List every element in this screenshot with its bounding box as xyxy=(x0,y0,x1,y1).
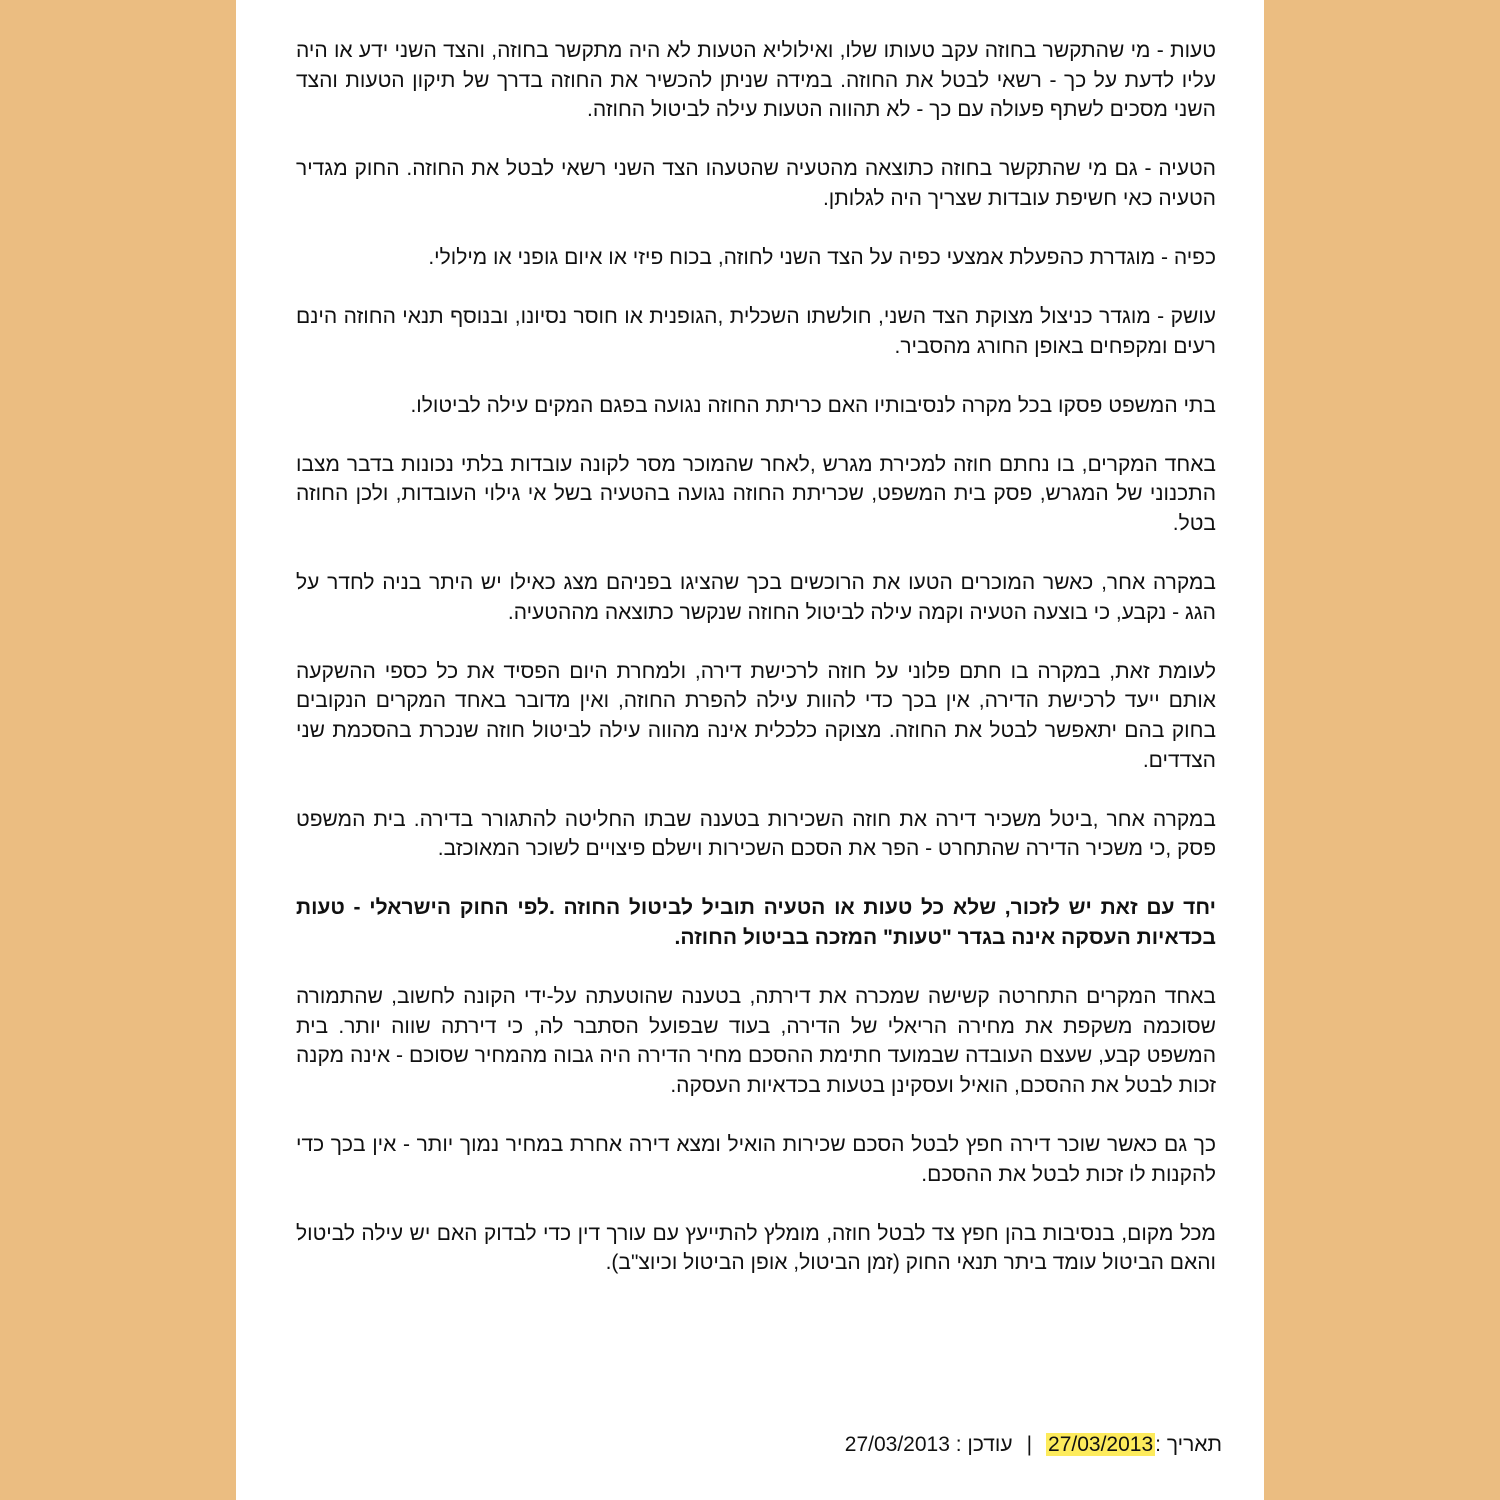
updated-label: עודכן : xyxy=(955,1433,1013,1456)
paragraph-case-investment: לעומת זאת, במקרה בו חתם פלוני על חוזה לרכישת דירה, ולמחרת היום הפסיד את כל כספי ההשקעה אותם ייעד לרכישת הדירה, אין בכך כדי להוות עילה להפרת החוזה, ואין מדובר באחד המקרים הנקובים בחוק בהם יתאפשר לבטל את החוזה. מצוקה כלכלית אינה מהווה עילה לביטול חוזה שנכרת בהסכמת שני הצדדים. xyxy=(296,659,1216,772)
paragraph-important-note: יחד עם זאת יש לזכור, שלא כל טעות או הטעיה תוביל לביטול החוזה .לפי החוק הישראלי - טעות בכדאיות העסקה אינה בגדר "טעות" המזכה בביטול החוזה. xyxy=(296,896,1216,949)
date-value: 27/03/2013 xyxy=(1048,1433,1154,1456)
paragraph-case-landlord: במקרה אחר ,ביטל משכיר דירה את חוזה השכירות בטענה שבתו החליטה להתגורר בדירה. בית המשפט פסק ,כי משכיר הדירה שהתחרט - הפר את הסכם השכירות וישלם פיצויים לשוכר המאוכזב. xyxy=(296,807,1216,861)
paragraph-recommendation: מכל מקום, בנסיבות בהן חפץ צד לבטל חוזה, מומלץ להתייעץ עם עורך דין כדי לבדוק האם יש עילה לביטול והאם הביטול עומד ביתר תנאי החוק (זמן הביטול, אופן הביטול וכיוצ"ב). xyxy=(296,1221,1216,1275)
document-footer xyxy=(282,1430,1222,1460)
paragraph-misrepresentation: הטעיה - גם מי שהתקשר בחוזה כתוצאה מהטעיה שהטעהו הצד השני רשאי לבטל את החוזה. החוק מגדיר הטעיה כאי חשיפת עובדות שצריך היה לגלותן. xyxy=(296,157,1216,210)
paragraph-case-roof: במקרה אחר, כאשר המוכרים הטעו את הרוכשים בכך שהציגו בפניהם מצג כאילו יש היתר בניה לחדר על הגג - נקבע, כי בוצעה הטעיה וקמה עילה לביטול החוזה שנקשר כתוצאה מההטעיה. xyxy=(296,571,1216,624)
paragraph-coercion: כפיה - מוגדרת כהפעלת אמצעי כפיה על הצד השני לחוזה, בכוח פיזי או איום גופני או מילולי. xyxy=(428,245,1216,269)
paragraph-case-tenant: כך גם כאשר שוכר דירה חפץ לבטל הסכם שכירות הואיל ומצא דירה אחרת במחיר נמוך יותר - אין בכך כדי להקנות לו זכות לבטל את ההסכם. xyxy=(296,1132,1216,1186)
updated-value: 27/03/2013 xyxy=(844,1433,950,1456)
paragraph-case-elderly: באחד המקרים התחרטה קשישה שמכרה את דירתה, בטענה שהוטעתה על-ידי הקונה לחשוב, שהתמורה שסוכמה משקפת את מחירה הריאלי של הדירה, בעוד שבפועל הסתבר לה, כי דירתה שווה יותר. בית המשפט קבע, שעצם העובדה שבמועד חתימת ההסכם מחיר הדירה היה גבוה מהמחיר שסוכם - אינה מקנה זכות לבטל את ההסכם, הואיל ועסקינן בטעות בכדאיות העסקה. xyxy=(296,985,1216,1097)
footer-separator: | xyxy=(1026,1433,1033,1456)
document-page xyxy=(236,0,1264,1500)
date-label: תאריך : xyxy=(1155,1433,1222,1456)
paragraph-case-plot: באחד המקרים, בו נחתם חוזה למכירת מגרש ,לאחר שהמוכר מסר לקונה עובדות בלתי נכונות בדבר מצבו התכנוני של המגרש, פסק בית המשפט, שכריתת החוזה נגועה בהטעיה בשל אי גילוי העובדות, ולכן החוזה בטל. xyxy=(296,452,1216,536)
paragraph-courts: בתי המשפט פסקו בכל מקרה לנסיבותיו האם כריתת החוזה נגועה בפגם המקים עילה לביטולו. xyxy=(410,393,1216,417)
paragraph-mistake: טעות - מי שהתקשר בחוזה עקב טעותו שלו, ואילוליא הטעות לא היה מתקשר בחוזה, והצד השני ידע או היה עליו לדעת על כך - רשאי לבטל את החוזה. במידה שניתן להכשיר את החוזה בדרך של תיקון הטעות והצד השני מסכים לשתף פעולה עם כך - לא תהווה הטעות עילה לביטול החוזה. xyxy=(296,39,1216,122)
document-body xyxy=(296,36,1216,1307)
paragraph-exploitation: עושק - מוגדר כניצול מצוקת הצד השני, חולשתו השכלית ,הגופנית או חוסר נסיונו, ובנוסף תנאי החוזה הינם רעים ומקפחים באופן החורג מהסביר. xyxy=(296,305,1216,358)
